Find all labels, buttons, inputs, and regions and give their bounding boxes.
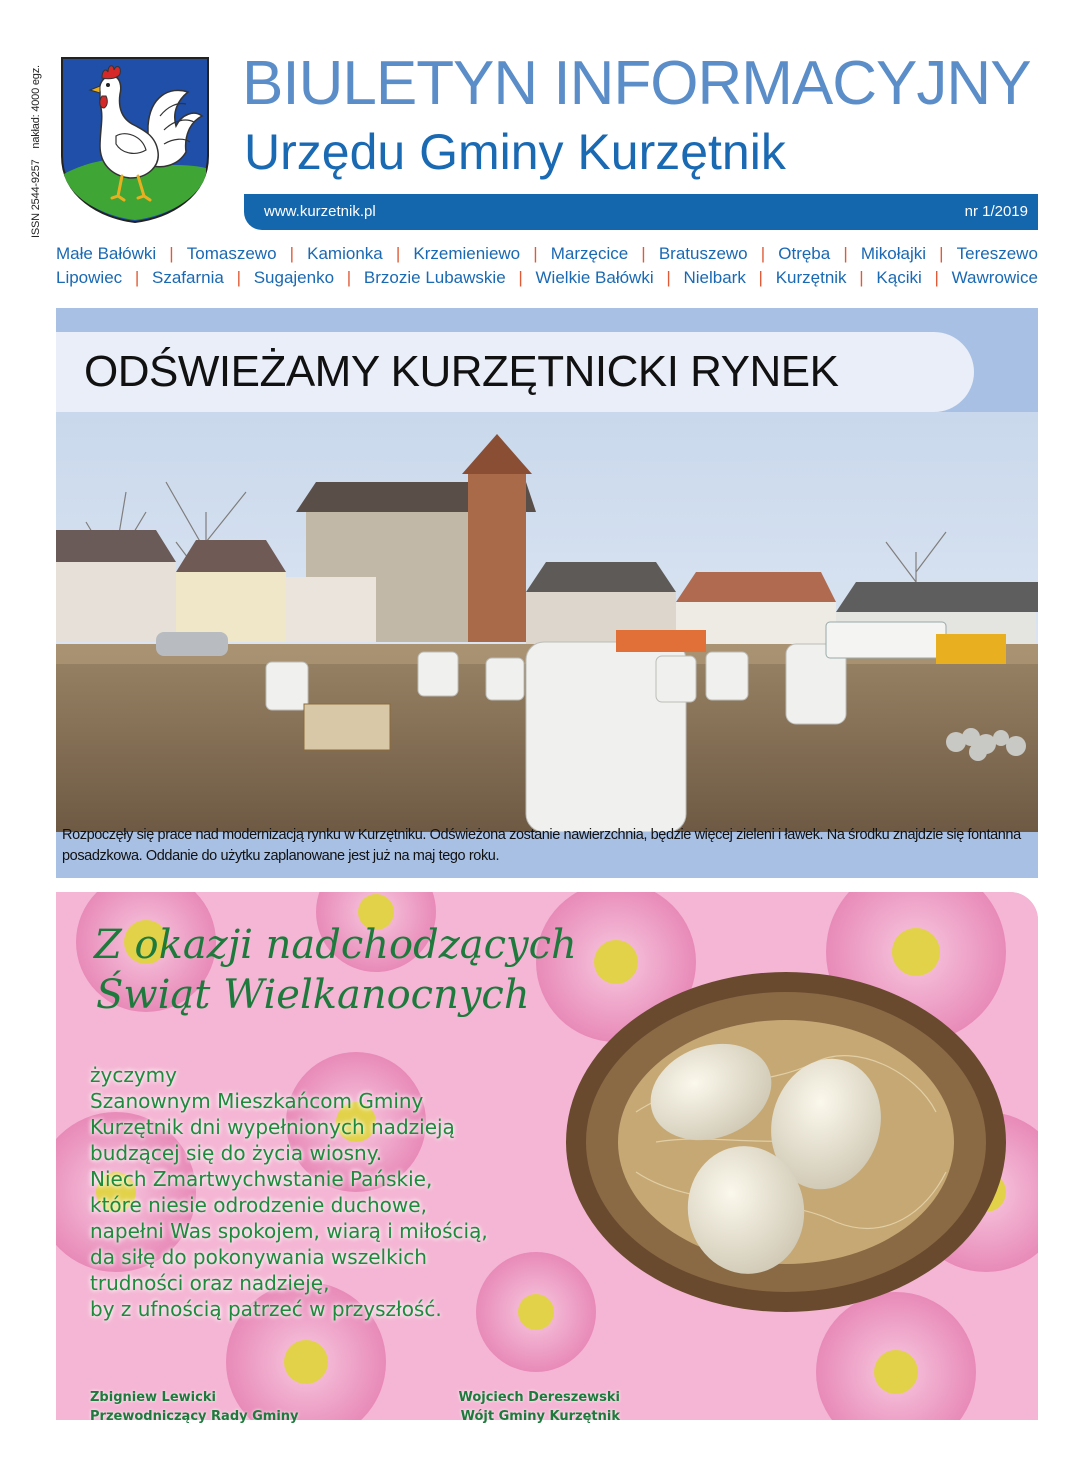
village-name: Szafarnia <box>152 268 224 287</box>
separator: | <box>934 268 939 287</box>
village-name: Kamionka <box>307 244 383 263</box>
publication-title: BIULETYN INFORMACYJNY <box>242 49 1031 118</box>
headline-banner <box>56 332 974 412</box>
village-name: Mikołajki <box>860 244 927 263</box>
greeting-line: napełni Was spokojem, wiarą i miłością, <box>90 1219 488 1243</box>
issue-number: nr 1/2019 <box>964 203 1028 220</box>
village-name: Tereszewo <box>956 244 1038 263</box>
greeting-script <box>94 920 577 1020</box>
village-name: Bratuszewo <box>658 244 748 263</box>
separator: | <box>939 244 944 263</box>
separator: | <box>760 244 766 263</box>
greeting-line: Szanownym Mieszkańcom Gminy <box>90 1089 424 1113</box>
separator: | <box>346 268 352 287</box>
village-name: Małe Bałówki <box>56 244 157 263</box>
signer-right-role: Wójt Gminy Kurzętnik <box>460 1409 620 1424</box>
circulation-note: nakład: 4000 egz. <box>30 65 42 149</box>
greeting-line: by z ufnością patrzeć w przyszłość. <box>90 1297 442 1321</box>
greeting-line: Niech Zmartwychwstanie Pańskie, <box>90 1167 433 1191</box>
separator: | <box>169 244 174 263</box>
greeting-line: da siłę do pokonywania wszelkich <box>90 1245 427 1269</box>
village-name: Sugajenko <box>253 268 335 287</box>
market-square-photo <box>56 412 1038 832</box>
greeting-line: Kurzętnik dni wypełnionych nadzieją <box>90 1115 455 1139</box>
village-name: Kąciki <box>876 268 922 287</box>
village-name: Brzozie Lubawskie <box>363 268 506 287</box>
separator: | <box>666 268 671 287</box>
photo-caption: Rozpoczęły się prace nad modernizacją rynku w Kurzętniku. Odświeżona zostanie nawierzchnia, będzie więcej zieleni i ławek. Na środku znajdzie się fontanna posadzkowa. Oddanie do użytku zaplanowane jest już na maj tego roku. <box>62 827 1021 864</box>
signer-left-name: Zbigniew Lewicki <box>90 1390 216 1405</box>
village-name: Tomaszewo <box>186 244 277 263</box>
separator: | <box>236 268 241 287</box>
masthead-bar <box>244 194 1038 230</box>
rooster-coat-of-arms-icon <box>60 56 210 224</box>
signer-right-name: Wojciech Dereszewski <box>458 1390 620 1405</box>
separator: | <box>859 268 864 287</box>
village-name: Wawrowice <box>951 268 1038 287</box>
greeting-line: budzącej się do życia wiosny. <box>90 1141 383 1165</box>
separator: | <box>843 244 848 263</box>
signer-left-role: Przewodniczący Rady Gminy <box>90 1409 299 1424</box>
separator: | <box>289 244 295 263</box>
village-name: Lipowiec <box>56 268 123 287</box>
lead-article <box>56 308 1038 878</box>
village-name: Wielkie Bałówki <box>535 268 654 287</box>
issn-vertical <box>30 48 60 238</box>
signer-left <box>90 1388 299 1426</box>
separator: | <box>518 268 523 287</box>
separator: | <box>758 268 763 287</box>
village-name: Marzęcice <box>550 244 629 263</box>
separator: | <box>533 244 538 263</box>
greeting-line: trudności oraz nadzieję, <box>90 1271 330 1295</box>
issn-number: ISSN 2544-9257 <box>30 159 42 238</box>
separator: | <box>395 244 401 263</box>
greeting-line: które niesie odrodzenie duchowe, <box>90 1193 427 1217</box>
greeting-script-line-1: Z okazji nadchodzących <box>94 922 577 968</box>
greeting-line: życzymy <box>90 1063 177 1087</box>
easter-greetings <box>56 892 1038 1420</box>
lead-headline: ODŚWIEŻAMY KURZĘTNICKI RYNEK <box>84 347 839 396</box>
publication-subtitle: Urzędu Gminy Kurzętnik <box>244 124 786 180</box>
greeting-text <box>90 1062 590 1322</box>
village-name: Otręba <box>778 244 831 263</box>
villages-row-1 <box>56 244 1038 264</box>
website-link[interactable]: www.kurzetnik.pl <box>264 203 376 220</box>
separator: | <box>641 244 646 263</box>
village-name: Nielbark <box>683 268 746 287</box>
village-name: Krzemieniewo <box>413 244 521 263</box>
greeting-script-line-2: Świąt Wielkanocnych <box>96 972 530 1018</box>
separator: | <box>134 268 140 287</box>
villages-row-2 <box>56 268 1038 288</box>
signer-right <box>430 1388 620 1426</box>
village-name: Kurzętnik <box>775 268 847 287</box>
